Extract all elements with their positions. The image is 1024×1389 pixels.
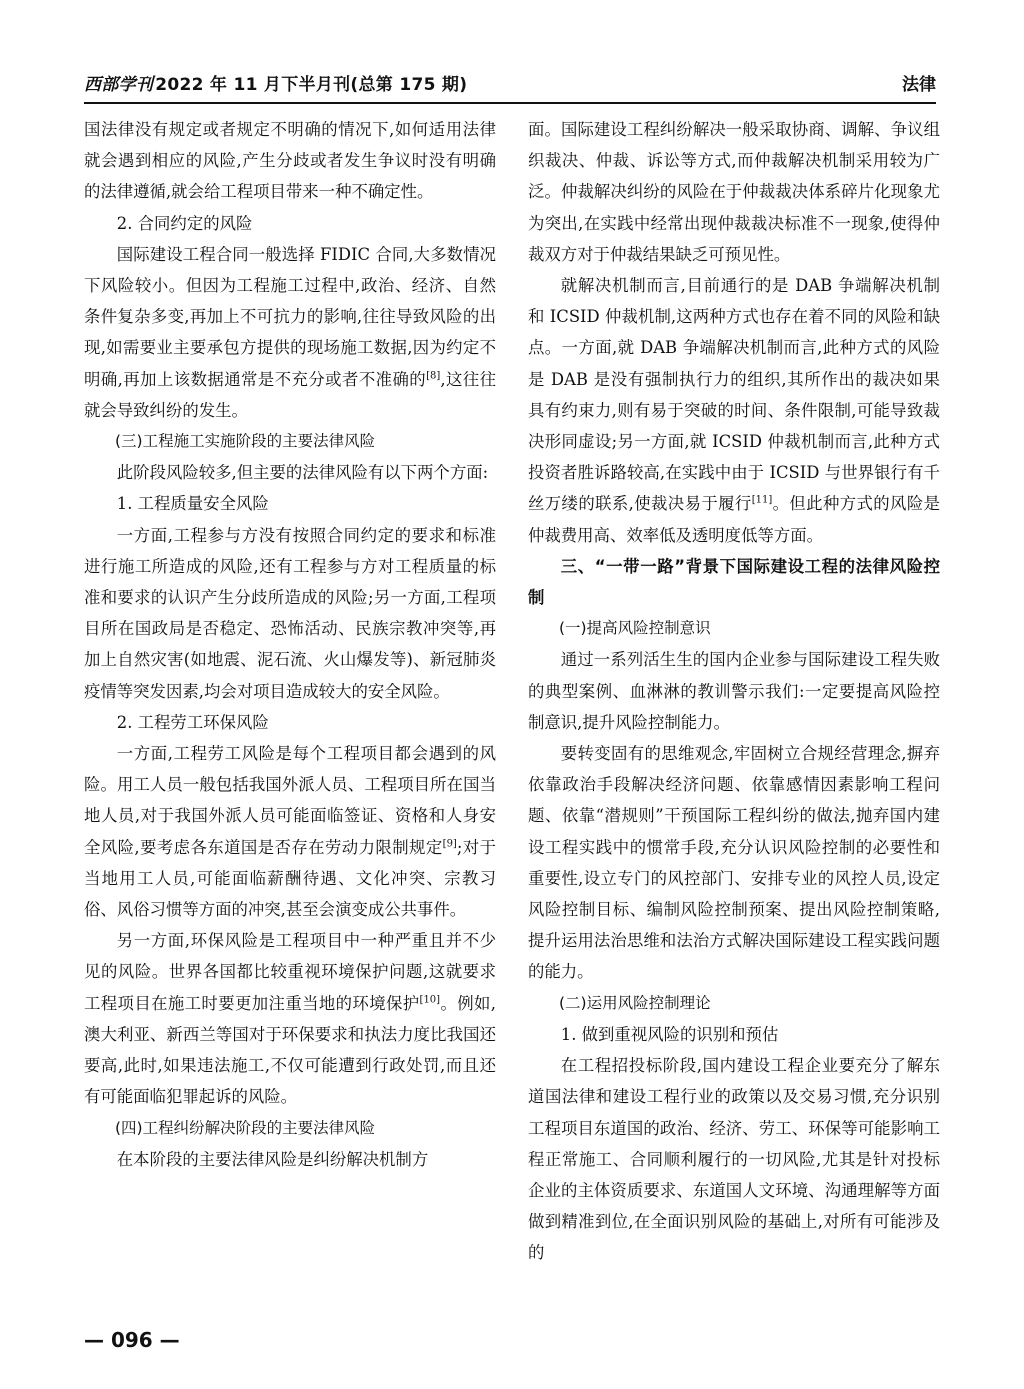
- section-heading: (二)运用风险控制理论: [559, 993, 711, 1012]
- issue-info: 2022 年 11 月下半月刊(总第 175 期): [155, 75, 468, 95]
- journal-logo: 西部学刊: [84, 75, 154, 95]
- paragraph: 一方面,工程劳工风险是每个工程项目都会遇到的风险。用工人员一般包括我国外派人员、工程项目所在国当地人员,对于我国外派人员可能面临签证、资格和人身安全风险,要考虑各东道国是否存在劳动力限制规定[9];对于当地用工人员,可能面临薪酬待遇、文化冲突、宗教习俗、风俗习惯等方面的冲突,甚至会演变成公共事件。: [84, 744, 496, 920]
- subheading: 1. 做到重视风险的识别和预估: [560, 1024, 779, 1044]
- section-heading: (一)提高风险控制意识: [559, 619, 711, 638]
- subheading: 2. 工程劳工环保风险: [116, 712, 269, 732]
- subheading: 2. 合同约定的风险: [116, 213, 253, 233]
- citation: [9]: [442, 838, 457, 850]
- paragraph: 国法律没有规定或者规定不明确的情况下,如何适用法律就会遇到相应的风险,产生分歧或者发生争议时没有明确的法律遵循,就会给工程项目带来一种不确定性。: [84, 120, 496, 202]
- section-heading: (四)工程纠纷解决阶段的主要法律风险: [115, 1118, 376, 1137]
- running-header: [84, 72, 936, 106]
- section-name: 法律: [902, 75, 936, 95]
- page-number: — 096 —: [84, 1328, 180, 1352]
- paragraph: 面。国际建设工程纠纷解决一般采取协商、调解、争议组织裁决、仲裁、诉讼等方式,而仲裁解决机制采用较为广泛。仲裁解决纠纷的风险在于仲裁裁决体系碎片化现象尤为突出,在实践中经常出现仲裁裁决标准不一现象,使得仲裁双方对于仲裁结果缺乏可预见性。: [528, 120, 940, 264]
- subheading: 1. 工程质量安全风险: [116, 494, 269, 514]
- paragraph: 国际建设工程合同一般选择 FIDIC 合同,大多数情况下风险较小。但因为工程施工过程中,政治、经济、自然条件复杂多变,再加上不可抗力的影响,往往导致风险的出现,如需要业主要承包方提供的现场施工数据,因为约定不明确,再加上该数据通常是不充分或者不准确的[8],这往往就会导致纠纷的发生。: [84, 244, 496, 420]
- paragraph: 在工程招投标阶段,国内建设工程企业要充分了解东道国法律和建设工程行业的政策以及交易习惯,充分识别工程项目东道国的政治、经济、劳工、环保等可能影响工程正常施工、合同顺利履行的一切风险,尤其是针对投标企业的主体资质要求、东道国人文环境、沟通理解等方面做到精准到位,在全面识别风险的基础上,对所有可能涉及的: [528, 1056, 940, 1263]
- citation: [11]: [751, 494, 773, 506]
- section-heading: (三)工程施工实施阶段的主要法律风险: [115, 432, 376, 451]
- citation: [8]: [426, 370, 441, 382]
- paragraph: 一方面,工程参与方没有按照合同约定的要求和标准进行施工所造成的风险,还有工程参与方对工程质量的标准和要求的认识产生分歧所造成的风险;另一方面,工程项目所在国政局是否稳定、恐怖活动、民族宗教冲突等,再加上自然灾害(如地震、泥石流、火山爆发等)、新冠肺炎疫情等突发因素,均会对项目造成较大的安全风险。: [84, 525, 496, 701]
- citation: [10]: [419, 994, 441, 1006]
- paragraph: 就解决机制而言,目前通行的是 DAB 争端解决机制和 ICSID 仲裁机制,这两种方式也存在着不同的风险和缺点。一方面,就 DAB 争端解决机制而言,此种方式的风险是 DAB 是没有强制执行力的组织,其所作出的裁决如果具有约束力,则有易于突破的时间、条件限制,可能导致裁决形同虚设;另一方面,就 ICSID 仲裁机制而言,此种方式投资者胜诉路较高,在实践中由于 ICSID 与世界银行有千丝万缕的联系,使裁决易于履行[11]。但此种方式的风险是仲裁费用高、效率低及透明度低等方面。: [528, 276, 941, 545]
- paragraph: 要转变固有的思维观念,牢固树立合规经营理念,摒弃依靠政治手段解决经济问题、依靠感情因素影响工程问题、依靠“潜规则”干预国际工程纠纷的做法,抛弃国内建设工程实践中的惯常手段,充分认识风险控制的必要性和重要性,设立专门的风控部门、安排专业的风控人员,设定风险控制目标、编制风险控制预案、提出风险控制策略,提升运用法治思维和法治方式解决国际建设工程实践问题的能力。: [528, 744, 940, 982]
- header-rule: [84, 102, 936, 104]
- journal-issue: [84, 72, 467, 98]
- paragraph: 通过一系列活生生的国内企业参与国际建设工程失败的典型案例、血淋淋的教训警示我们:一定要提高风险控制意识,提升风险控制能力。: [528, 650, 940, 732]
- left-column: [84, 114, 496, 1175]
- paragraph: 在本阶段的主要法律风险是纠纷解决机制方: [116, 1149, 429, 1169]
- paragraph: 此阶段风险较多,但主要的法律风险有以下两个方面:: [116, 463, 489, 483]
- paragraph: 另一方面,环保风险是工程项目中一种严重且并不少见的风险。世界各国都比较重视环境保护问题,这就要求工程项目在施工时要更加注重当地的环境保护[10]。例如,澳大利亚、新西兰等国对于环保要求和执法力度比我国还要高,此时,如果违法施工,不仅可能遭到行政处罚,而且还有可能面临犯罪起诉的风险。: [84, 931, 497, 1107]
- right-column: [528, 114, 940, 1269]
- section-heading: 三、“一带一路”背景下国际建设工程的法律风险控制: [528, 556, 940, 608]
